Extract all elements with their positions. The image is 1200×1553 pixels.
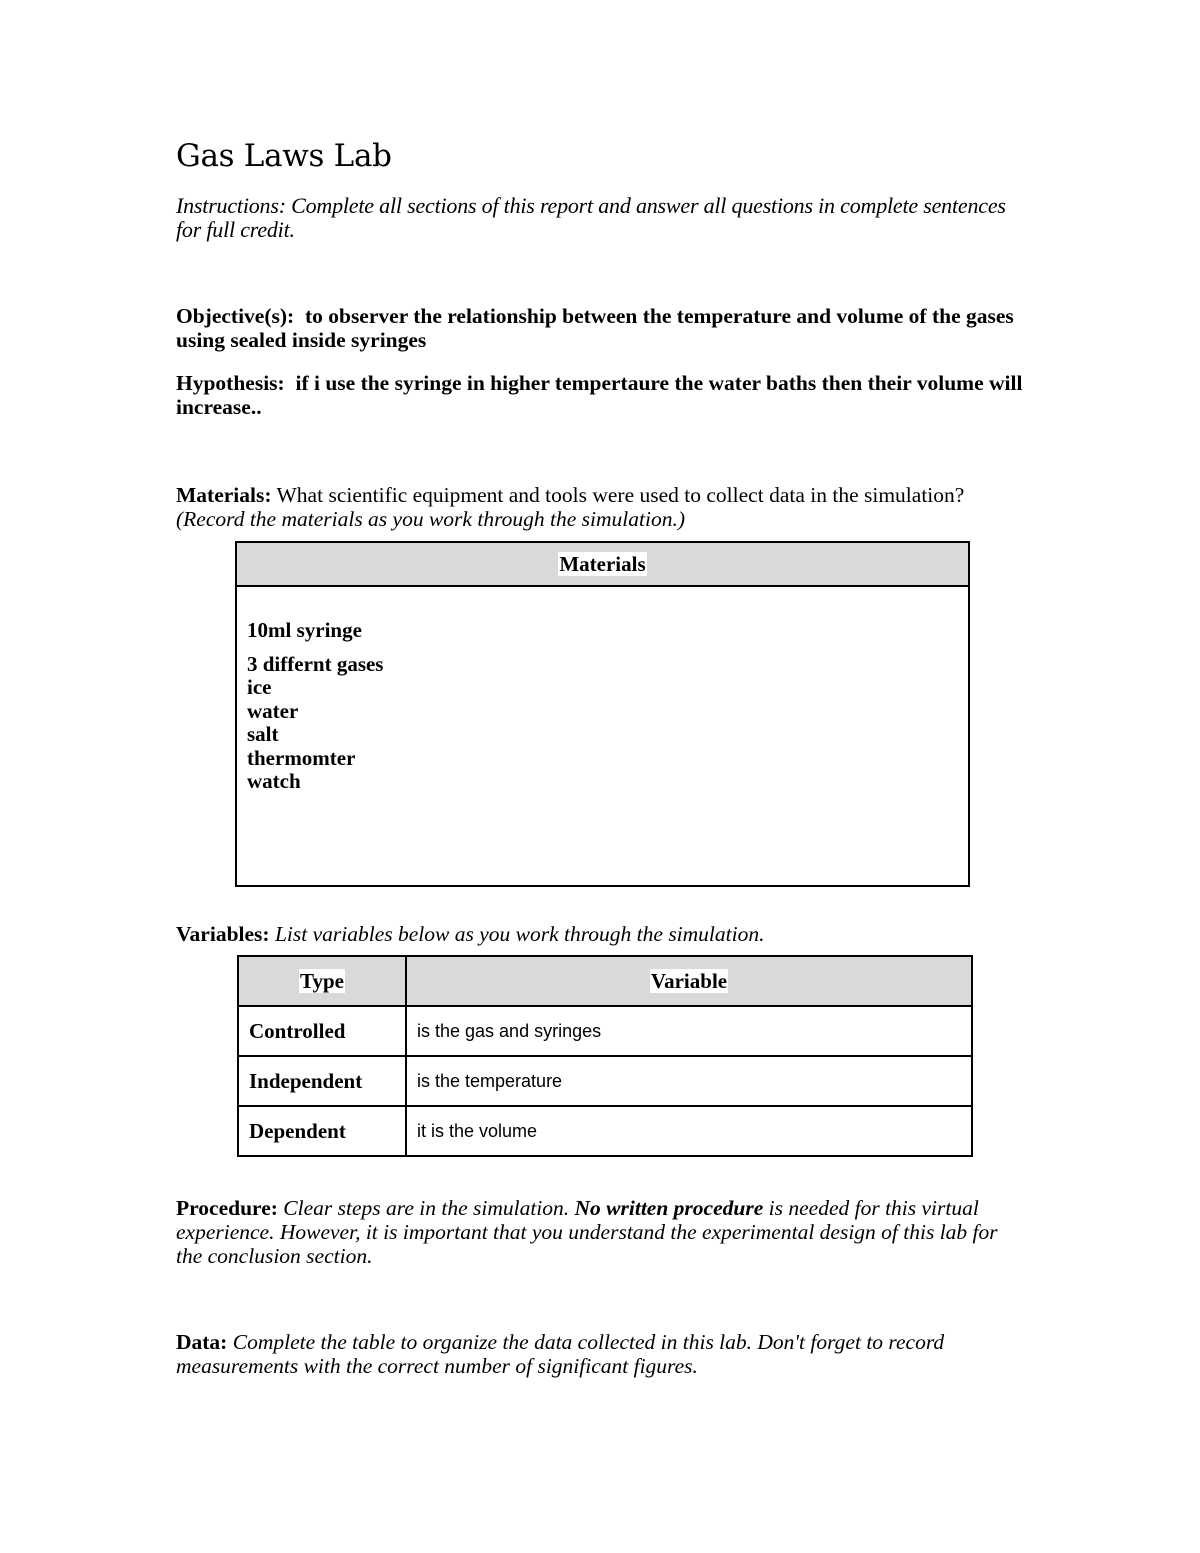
instructions-text: Instructions: Complete all sections of this report and answer all questions in complete sentences for full credit. — [176, 193, 1006, 242]
data-label: Data: — [176, 1330, 228, 1354]
variable-type-cell: Dependent — [238, 1106, 406, 1156]
materials-item: thermomter — [247, 745, 356, 770]
data-text: Complete the table to organize the data collected in this lab. Don't forget to record measurements with the correct number of significant figures. — [176, 1330, 945, 1378]
variables-label: Variables: — [176, 922, 270, 946]
materials-label: Materials: — [176, 483, 272, 507]
variables-paragraph — [176, 922, 1026, 946]
materials-paragraph — [176, 483, 1026, 531]
materials-item: 3 differnt gases — [247, 651, 384, 676]
variable-type-cell: Controlled — [238, 1006, 406, 1056]
procedure-text-2: is needed for this virtual experience. However, it is important that you understand the experimental design of this lab for the conclusion section. — [176, 1196, 998, 1268]
materials-item: watch — [247, 769, 301, 793]
variable-value-cell: is the gas and syringes — [406, 1006, 972, 1056]
variables-header-variable: Variable — [406, 956, 972, 1006]
materials-table — [235, 541, 970, 887]
page-title: Gas Laws Lab — [176, 138, 392, 174]
materials-list — [237, 587, 968, 794]
hypothesis-paragraph — [176, 371, 1026, 419]
materials-table-header — [237, 543, 968, 587]
hypothesis-text: if i use the syringe in higher tempertaure the water baths then their volume will increase.. — [176, 371, 1023, 419]
materials-table-header-label: Materials — [559, 552, 646, 576]
materials-item: 10ml syringe — [247, 618, 362, 642]
data-paragraph — [176, 1330, 1026, 1378]
objective-text: to observer the relationship between the temperature and volume of the gases using sealed inside syringes — [176, 304, 1014, 352]
procedure-paragraph — [176, 1196, 1026, 1268]
procedure-label: Procedure: — [176, 1196, 278, 1220]
variables-note: List variables below as you work through the simulation. — [274, 922, 765, 946]
materials-item: water — [247, 698, 299, 723]
objective-label: Objective(s): — [176, 304, 295, 328]
variables-header-type: Type — [238, 956, 406, 1006]
materials-item: salt — [247, 722, 279, 746]
variables-table — [237, 955, 973, 1157]
materials-item: ice — [247, 675, 272, 699]
hypothesis-label: Hypothesis: — [176, 371, 285, 395]
materials-question: What scientific equipment and tools were used to collect data in the simulation? — [276, 483, 965, 507]
variable-value-cell: it is the volume — [406, 1106, 972, 1156]
variable-value-cell: is the temperature — [406, 1056, 972, 1106]
materials-note: (Record the materials as you work through the simulation.) — [176, 507, 685, 531]
variable-type-cell: Independent — [238, 1056, 406, 1106]
procedure-text-1: Clear steps are in the simulation. — [283, 1196, 570, 1220]
variables-table-header-row — [238, 956, 972, 1006]
table-row — [238, 1106, 972, 1156]
table-row — [238, 1006, 972, 1056]
procedure-emphasis: No written procedure — [574, 1196, 764, 1220]
table-row — [238, 1056, 972, 1106]
objective-paragraph — [176, 304, 1026, 352]
